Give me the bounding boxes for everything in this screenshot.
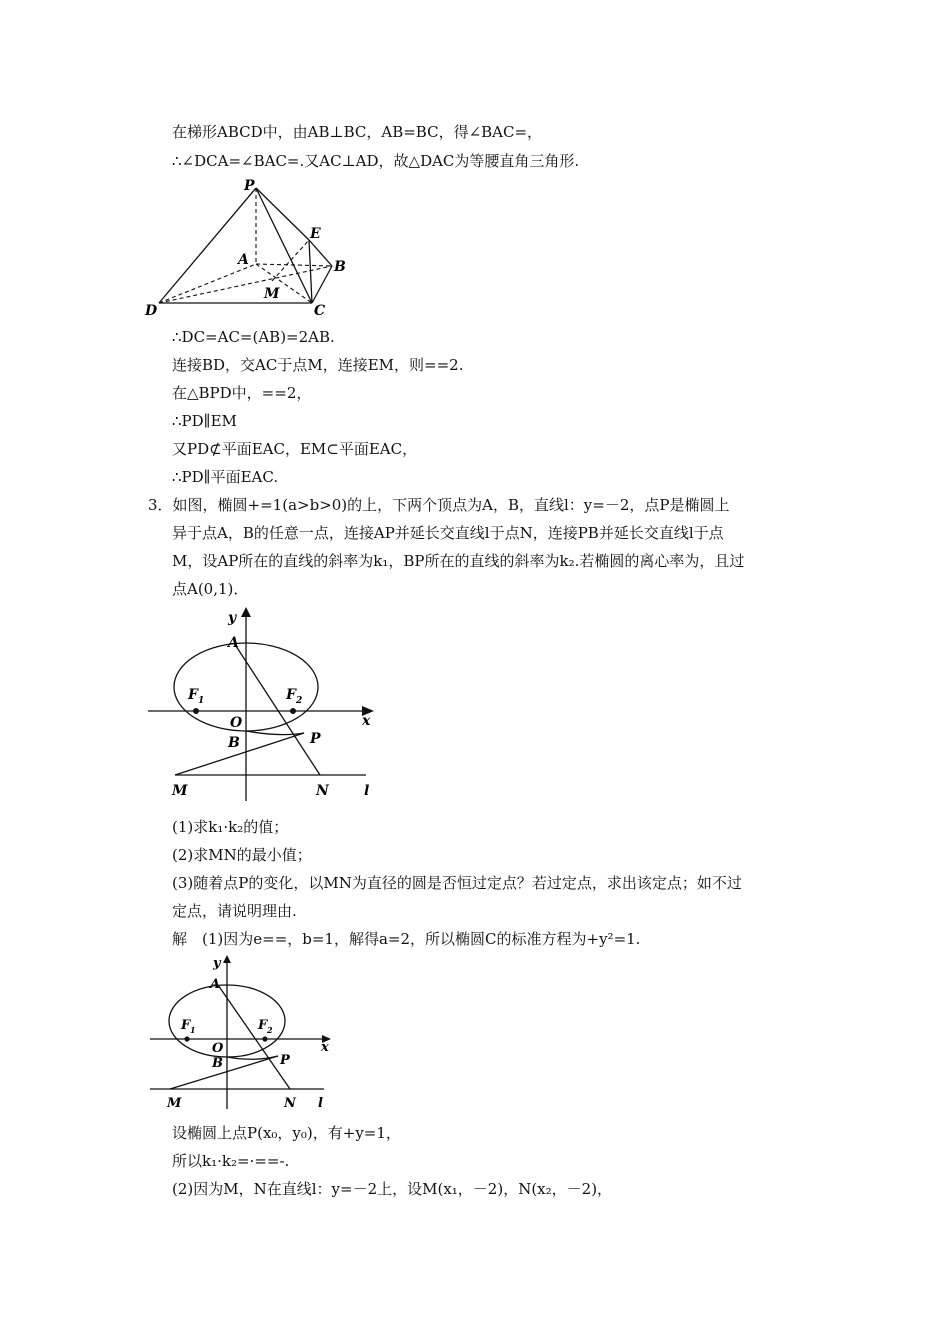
ellipse2-label-O: O xyxy=(212,1041,224,1056)
ellipse2-label-l: l xyxy=(318,1096,323,1111)
pyramid-label-D: D xyxy=(145,303,158,319)
text-line-7: 又PD⊄平面EAC，EM⊂平面EAC， xyxy=(172,440,418,458)
ellipse2-label-y: y xyxy=(213,956,221,971)
ellipse2-label-N: N xyxy=(284,1096,296,1111)
pyramid-label-M: M xyxy=(264,286,280,302)
ellipse-figure-2 xyxy=(140,953,340,1113)
text-line-3: ∴DC=AC=(AB)=2AB. xyxy=(172,328,335,346)
ellipse2-label-F1-sub: 1 xyxy=(190,1025,196,1035)
ellipse1-label-x: x xyxy=(362,713,371,729)
text-line-1: 在梯形ABCD中，由AB⊥BC，AB=BC，得∠BAC=， xyxy=(172,123,543,141)
text-line-2: ∴∠DCA=∠BAC=.又AC⊥AD，故△DAC为等腰直角三角形. xyxy=(172,152,580,170)
pyramid-label-C: C xyxy=(314,303,326,319)
problem-3-line-3: M，设AP所在的直线的斜率为k₁，BP所在的直线的斜率为k₂.若椭圆的离心率为，且过 xyxy=(172,552,745,570)
problem-3-line-2: 异于点A，B的任意一点，连接AP并延长交直线l于点N，连接PB并延长交直线l于点 xyxy=(172,524,724,542)
ellipse1-label-P: P xyxy=(310,731,321,747)
ellipse1-label-l: l xyxy=(364,783,370,799)
solution-line-3: 所以k₁·k₂=·==-. xyxy=(172,1152,290,1170)
question-2: (2)求MN的最小值； xyxy=(172,846,312,864)
ellipse1-label-M: M xyxy=(172,783,188,799)
solution-line-4: (2)因为M，N在直线l：y=－2上，设M(x₁，－2)，N(x₂，－2)， xyxy=(172,1180,613,1198)
ellipse1-label-F1-sub: 1 xyxy=(198,696,205,706)
question-3-line-1: (3)随着点P的变化，以MN为直径的圆是否恒过定点？若过定点，求出该定点；如不过 xyxy=(172,874,742,892)
problem-3-line-4: 点A(0,1)． xyxy=(172,580,249,598)
ellipse1-label-N: N xyxy=(316,783,329,799)
pyramid-figure xyxy=(140,172,360,322)
pyramid-label-P: P xyxy=(244,178,255,194)
ellipse1-label-F1: F xyxy=(188,687,198,703)
ellipse1-label-y: y xyxy=(228,610,237,626)
problem-3-line-1: 3．如图，椭圆+=1(a>b>0)的上，下两个顶点为A，B，直线l：y=－2，点P是椭圆上 xyxy=(148,496,730,514)
text-line-6: ∴PD∥EM xyxy=(172,412,237,430)
text-line-4: 连接BD，交AC于点M，连接EM，则==2. xyxy=(172,356,464,374)
text-line-5: 在△BPD中，==2， xyxy=(172,384,312,402)
ellipse-figure-1 xyxy=(140,605,390,805)
ellipse2-label-x: x xyxy=(321,1040,329,1055)
ellipse2-label-B: B xyxy=(212,1056,223,1071)
ellipse1-label-B: B xyxy=(228,735,240,751)
question-3-line-2: 定点，请说明理由. xyxy=(172,902,297,920)
ellipse2-label-F2: F xyxy=(258,1018,268,1033)
solution-line-1: 解 (1)因为e==，b=1，解得a=2，所以椭圆C的标准方程为+y²=1. xyxy=(172,930,641,948)
ellipse1-label-F2: F xyxy=(286,687,296,703)
ellipse2-label-P: P xyxy=(280,1053,290,1068)
ellipse2-label-F2-sub: 2 xyxy=(267,1025,273,1035)
pyramid-label-E: E xyxy=(310,226,321,242)
question-1: (1)求k₁·k₂的值； xyxy=(172,818,289,836)
pyramid-label-B: B xyxy=(334,259,346,275)
ellipse1-label-O: O xyxy=(230,715,243,731)
pyramid-label-A: A xyxy=(238,252,249,268)
text-line-8: ∴PD∥平面EAC. xyxy=(172,468,279,486)
ellipse2-label-A: A xyxy=(210,977,221,992)
ellipse1-label-A: A xyxy=(228,635,239,651)
ellipse1-label-F2-sub: 2 xyxy=(296,696,303,706)
ellipse2-label-M: M xyxy=(167,1096,182,1111)
solution-line-2: 设椭圆上点P(x₀，y₀)，有+y=1， xyxy=(172,1124,401,1142)
ellipse2-label-F1: F xyxy=(181,1018,191,1033)
